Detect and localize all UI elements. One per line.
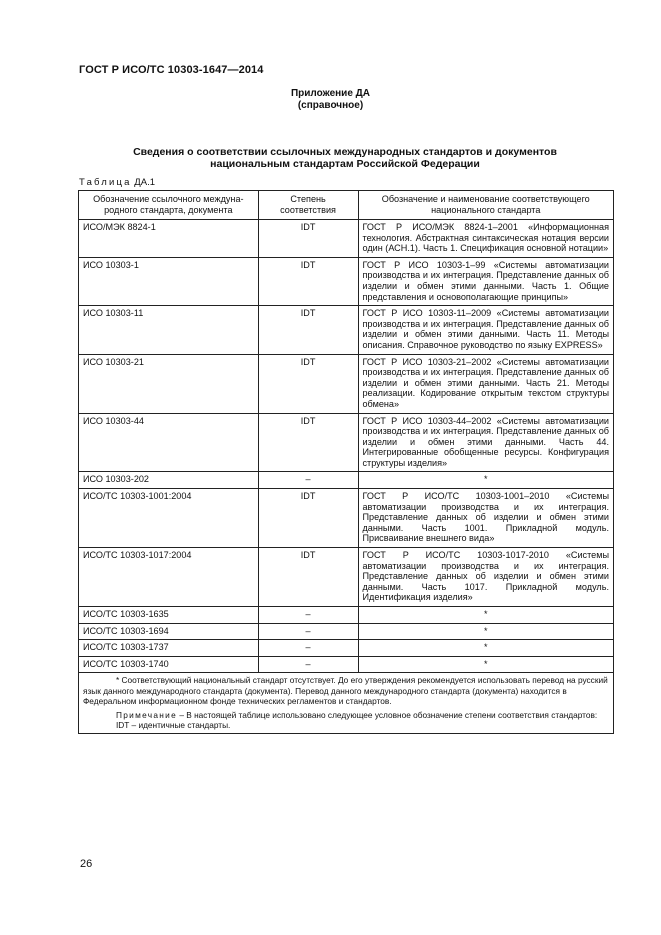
degree-cell: IDT	[258, 220, 358, 258]
legend-text: IDT – идентичные стандарты.	[116, 720, 231, 731]
header-reference: Обозначение ссылочного междуна-родного стандарта, документа	[79, 191, 259, 220]
reference-cell: ИСО/ТС 10303-1017:2004	[79, 548, 259, 607]
table-label	[79, 177, 155, 188]
table-row	[79, 548, 614, 607]
table-label-number: ДА.1	[134, 177, 155, 188]
table-row	[79, 472, 614, 489]
national-cell: *	[358, 607, 614, 624]
document-code: ГОСТ Р ИСО/ТС 10303-1647—2014	[79, 64, 264, 76]
reference-cell: ИСО 10303-44	[79, 413, 259, 472]
reference-cell: ИСО 10303-11	[79, 306, 259, 354]
table-note	[83, 710, 609, 720]
reference-cell: ИСО/ТС 10303-1001:2004	[79, 489, 259, 548]
degree-cell: IDT	[258, 413, 358, 472]
national-cell: *	[358, 472, 614, 489]
reference-cell: ИСО 10303-1	[79, 257, 259, 305]
table-row	[79, 257, 614, 305]
reference-cell: ИСО/ТС 10303-1635	[79, 607, 259, 624]
degree-cell: –	[258, 656, 358, 673]
reference-cell: ИСО/ТС 10303-1694	[79, 623, 259, 640]
national-cell: ГОСТ Р ИСО 10303-11–2009 «Системы автоматизации производства и их интеграция. Представление данных об изделии и обмен этими данными. Часть 11. Методы описания. Справочное руководство по языку EXPRESS»	[358, 306, 614, 354]
table-row	[79, 607, 614, 624]
table-row	[79, 354, 614, 413]
degree-cell: IDT	[258, 257, 358, 305]
standards-table	[78, 190, 614, 734]
table-row	[79, 640, 614, 657]
reference-cell: ИСО 10303-202	[79, 472, 259, 489]
degree-cell: IDT	[258, 306, 358, 354]
table-row	[79, 220, 614, 258]
degree-cell: IDT	[258, 548, 358, 607]
section-title: Сведения о соответствии ссылочных международных стандартов и документов национальным стандартам Российской Федерации	[133, 146, 557, 170]
reference-cell: ИСО 10303-21	[79, 354, 259, 413]
appendix-title: Приложение ДА	[290, 88, 371, 99]
note-label: Примечание	[116, 709, 178, 720]
degree-cell: –	[258, 640, 358, 657]
footnote-text: * Соответствующий национальный стандарт отсутствует. До его утверждения рекомендуется использовать перевод на русский язык данного международного стандарта (документа). Перевод данного международного стандарта (документа) находится в Федеральном информационном фонде технических регламентов и стандартов.	[83, 675, 608, 706]
page-number: 26	[80, 858, 93, 870]
national-cell: ГОСТ Р ИСО/ТС 10303-1001–2010 «Системы автоматизации производства и их интеграция. Представление данных об изделии и обмен этими данными. Часть 1001. Прикладной модуль. Присваивание внешнего вида»	[358, 489, 614, 548]
national-cell: ГОСТ Р ИСО 10303-1–99 «Системы автоматизации производства и их интеграция. Представление данных об изделии и обмен этими данными. Часть 1. Общие представления и основополагающие принципы»	[358, 257, 614, 305]
table-row	[79, 623, 614, 640]
table-label-prefix: Таблица	[79, 177, 132, 188]
table-row	[79, 413, 614, 472]
degree-cell: IDT	[258, 489, 358, 548]
national-cell: *	[358, 640, 614, 657]
table-row	[79, 489, 614, 548]
national-cell: ГОСТ Р ИСО 10303-21–2002 «Системы автоматизации производства и их интеграция. Представление данных об изделии и обмен этими данными. Часть 21. Методы реализации. Кодирование открытым текстом структуры обмена»	[358, 354, 614, 413]
table-header-row	[79, 191, 614, 220]
degree-cell: –	[258, 472, 358, 489]
table-row	[79, 656, 614, 673]
reference-cell: ИСО/ТС 10303-1740	[79, 656, 259, 673]
appendix-subtitle: (справочное)	[297, 100, 364, 111]
note-dash: –	[177, 709, 187, 720]
header-degree: Степень соответствия	[258, 191, 358, 220]
appendix-heading	[0, 88, 661, 112]
table-row	[79, 306, 614, 354]
national-cell: ГОСТ Р ИСО/МЭК 8824-1–2001 «Информационная технология. Абстрактная синтаксическая нотация версии один (АСН.1). Часть 1. Спецификация основной нотации»	[358, 220, 614, 258]
header-national: Обозначение и наименование соответствующего национального стандарта	[358, 191, 614, 220]
degree-cell: –	[258, 623, 358, 640]
degree-cell: –	[258, 607, 358, 624]
note-text: В настоящей таблице использовано следующее условное обозначение степени соответствия стандартов:	[186, 709, 598, 720]
national-cell: *	[358, 656, 614, 673]
table-footnote-row	[79, 673, 614, 734]
national-cell: ГОСТ Р ИСО 10303-44–2002 «Системы автоматизации производства и их интеграция. Представление данных об изделии и обмен этими данными. Часть 44. Интегрированные обобщенные ресурсы. Конфигурация структуры изделия»	[358, 413, 614, 472]
degree-cell: IDT	[258, 354, 358, 413]
national-cell: ГОСТ Р ИСО/ТС 10303-1017-2010 «Системы автоматизации производства и их интеграция. Представление данных об изделии и обмен этими данными. Часть 1017. Прикладной модуль. Идентификация изделия»	[358, 548, 614, 607]
national-cell: *	[358, 623, 614, 640]
reference-cell: ИСО/МЭК 8824-1	[79, 220, 259, 258]
table-footnote	[79, 673, 614, 734]
reference-cell: ИСО/ТС 10303-1737	[79, 640, 259, 657]
